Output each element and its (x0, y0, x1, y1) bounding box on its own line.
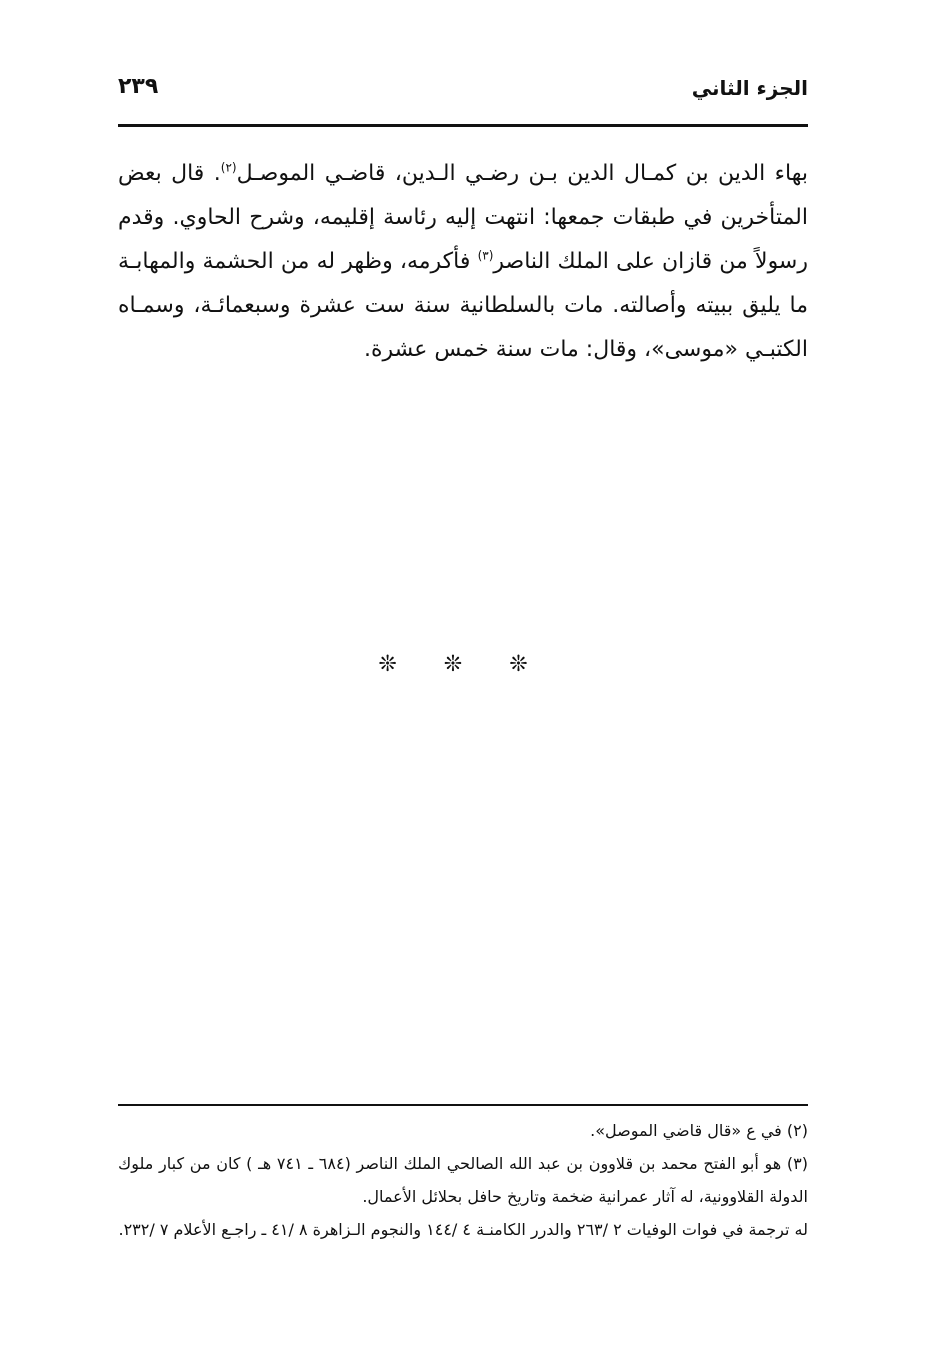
running-title: الجزء الثاني (691, 76, 808, 100)
page-number: ٢٣٩ (118, 74, 159, 99)
footnote-marker-3[interactable]: (٣) (477, 248, 494, 263)
footnote-3: (٣) هو أبو الفتح محمد بن قلاوون بن عبد الله الصالحي الملك الناصر (٦٨٤ ـ ٧٤١ هـ ) كان من كبار ملوك الدولة القلاوونية، له آثار عمرانية ضخمة وتاريخ حافل بحلائل الأعمال. (118, 1154, 808, 1206)
body-text-part-2: . قال بعض المتأخرين في طبقات جمعها: انتهت إليه رئاسة إقليمه، وشرح الحاوي. وقدم رسولاً من قازان على الملك الناصر (118, 161, 808, 274)
main-paragraph (118, 152, 808, 372)
footnotes (118, 1114, 808, 1246)
footnote-rule (118, 1104, 808, 1106)
page-header (118, 72, 808, 116)
body-text-part-1: بهاء الدين بن كمـال الدين بـن رضـي الـدين، قاضـي الموصـل (236, 161, 808, 186)
footnote-reference: له ترجمة في فوات الوفيات ٢ /٢٦٣ والدرر الكامنـة ٤ /١٤٤ والنجوم الـزاهرة ٨ /٤١ ـ راجـع الأعلام ٧ /٢٣٢. (118, 1220, 808, 1239)
footnote-marker-2[interactable]: (٢) (220, 160, 237, 175)
header-rule (118, 124, 808, 127)
footnote-2: (٢) في ع «قال قاضي الموصل». (590, 1121, 808, 1140)
section-separator-stars: ❊ ❊ ❊ (378, 652, 548, 677)
body-text-part-3: فأكرمه، وظهر له من الحشمة والمهابـة ما يليق ببيته وأصالته. مات بالسلطانية سنة ست عشرة وسبعمائـة، وسمـاه الكتبـي «موسى»، وقال: مات سنة خمس عشرة. (118, 249, 808, 362)
